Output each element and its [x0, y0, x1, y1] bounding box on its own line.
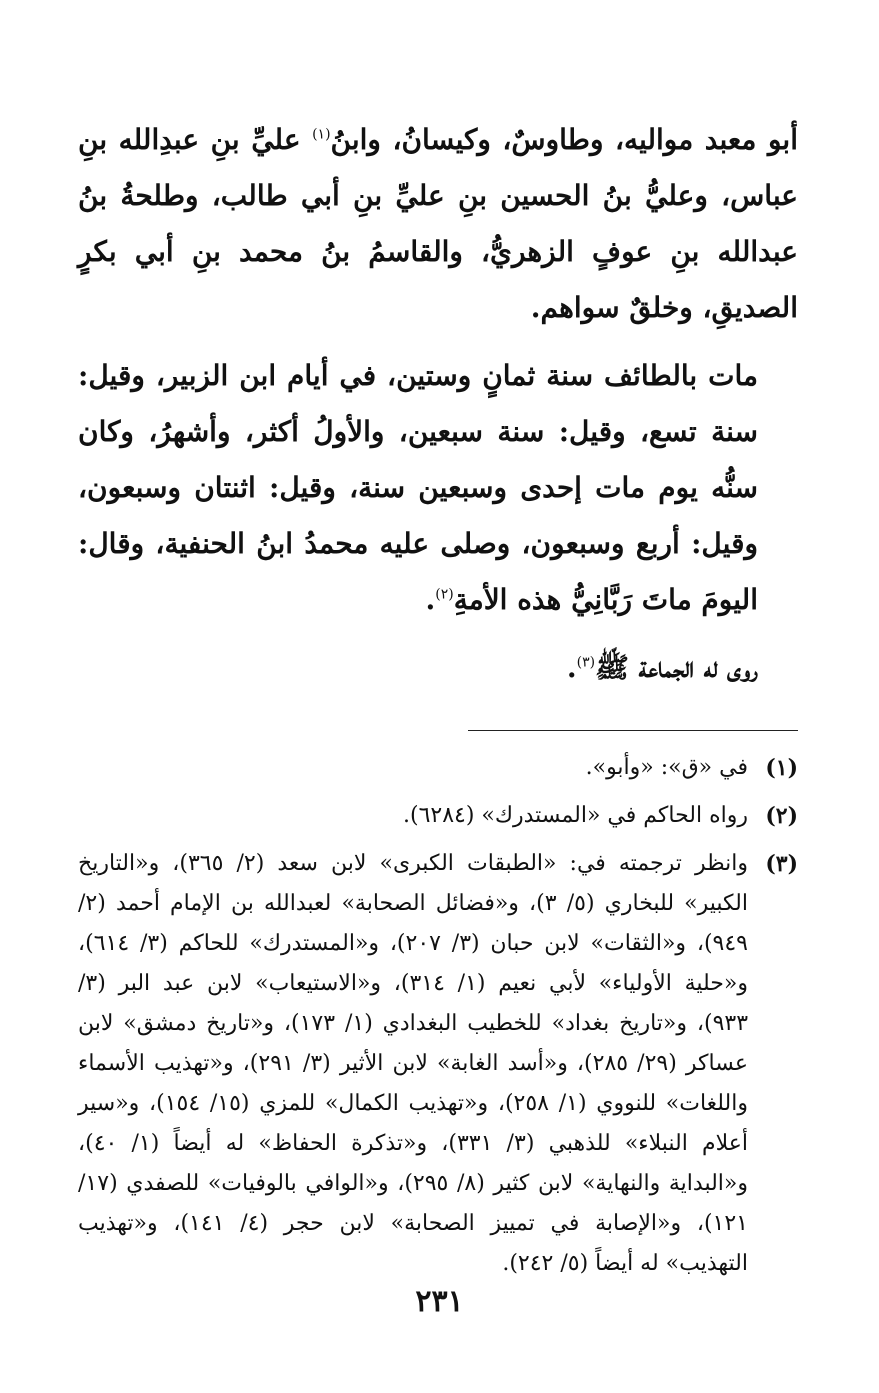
footnote-2 — [78, 796, 798, 836]
footnote-ref-3[interactable]: (٣) — [576, 654, 596, 671]
footnote-1 — [78, 748, 798, 788]
paragraph-students — [78, 112, 798, 336]
footnote-ref-2[interactable]: (٢) — [435, 586, 454, 603]
footnote-number: (٣) — [765, 851, 798, 877]
footnote-number: (٢) — [765, 803, 798, 829]
page-number: ٢٣١ — [415, 1284, 464, 1319]
footnote-ref-1[interactable]: (١) — [312, 126, 331, 143]
footnote-3 — [78, 844, 798, 1284]
paragraph-text: . — [566, 651, 577, 684]
main-text — [78, 112, 798, 696]
footnote-text: وانظر ترجمته في: «الطبقات الكبرى» لابن سعد (٢/ ٣٦٥)، و«التاريخ الكبير» للبخاري (٥/ ٣)، و«فضائل الصحابة» لعبدالله بن الإمام أحمد (٢/ ٩٤٩)، و«الثقات» لابن حبان (٣/ ٢٠٧)، و«المستدرك» للحاكم (٣/ ٦١٤)، و«حلية الأولياء» لأبي نعيم (١/ ٣١٤)، و«الاستيعاب» لابن عبد البر (٣/ ٩٣٣)، و«تاريخ بغداد» للخطيب البغدادي (١/ ١٧٣)، و«تاريخ دمشق» لابن عساكر (٢٩/ ٢٨٥)، و«أسد الغابة» لابن الأثير (٣/ ٢٩١)، و«تهذيب الأسماء واللغات» للنووي (١/ ٢٥٨)، و«تهذيب الكمال» للمزي (١٥/ ١٥٤)، و«سير أعلام النبلاء» للذهبي (٣/ ٣٣١)، و«تذكرة الحفاظ» له أيضاً (١/ ٤٠)، و«البداية والنهاية» لابن كثير (٨/ ٢٩٥)، و«الوافي بالوفيات» للصفدي (١٧/ ١٢١)، و«الإصابة في تمييز الصحابة» لابن حجر (٤/ ١٤١)، و«تهذيب التهذيب» له أيضاً (٥/ ٢٤٢). — [78, 851, 749, 1276]
book-page — [78, 112, 798, 1276]
paragraph-text: مات بالطائف سنة ثمانٍ وستين، في أيام ابن الزبير، وقيل: سنة تسع، وقيل: سنة سبعين، والأولُ أكثر، وأشهرُ، وكان سنُّه يوم مات إحدى وسبعين سنة، وقيل: اثنتان وسبعون، وقيل: أربع وسبعون، وصلى عليه محمدُ ابنُ الحنفية، وقال: اليومَ ماتَ رَبَّانِيُّ هذه الأمةِ — [78, 359, 758, 616]
paragraph-death — [78, 348, 798, 628]
paragraph-text: روى له الجماعة ﷺ — [595, 651, 758, 684]
paragraph-text: عليِّ بنِ عبدِالله بنِ عباس، وعليُّ بنُ الحسين بنِ عليِّ بنِ أبي طالب، وطلحةُ بنُ عبدالله بنِ عوفٍ الزهريُّ، والقاسمُ بنُ محمد بنِ أبي بكرٍ الصديقِ، وخلقٌ سواهم. — [78, 123, 798, 324]
footnote-text: في «ق»: «وأبو». — [585, 755, 748, 780]
footnote-text: رواه الحاكم في «المستدرك» (٦٢٨٤). — [403, 803, 748, 828]
paragraph-text: . — [425, 583, 436, 616]
footnote-number: (١) — [765, 755, 798, 781]
paragraph-narrators — [78, 640, 798, 696]
footnote-separator — [468, 730, 798, 731]
footnotes — [78, 748, 798, 1292]
paragraph-text: أبو معبد مواليه، وطاوسٌ، وكيسانُ، وابنُ — [330, 123, 798, 156]
